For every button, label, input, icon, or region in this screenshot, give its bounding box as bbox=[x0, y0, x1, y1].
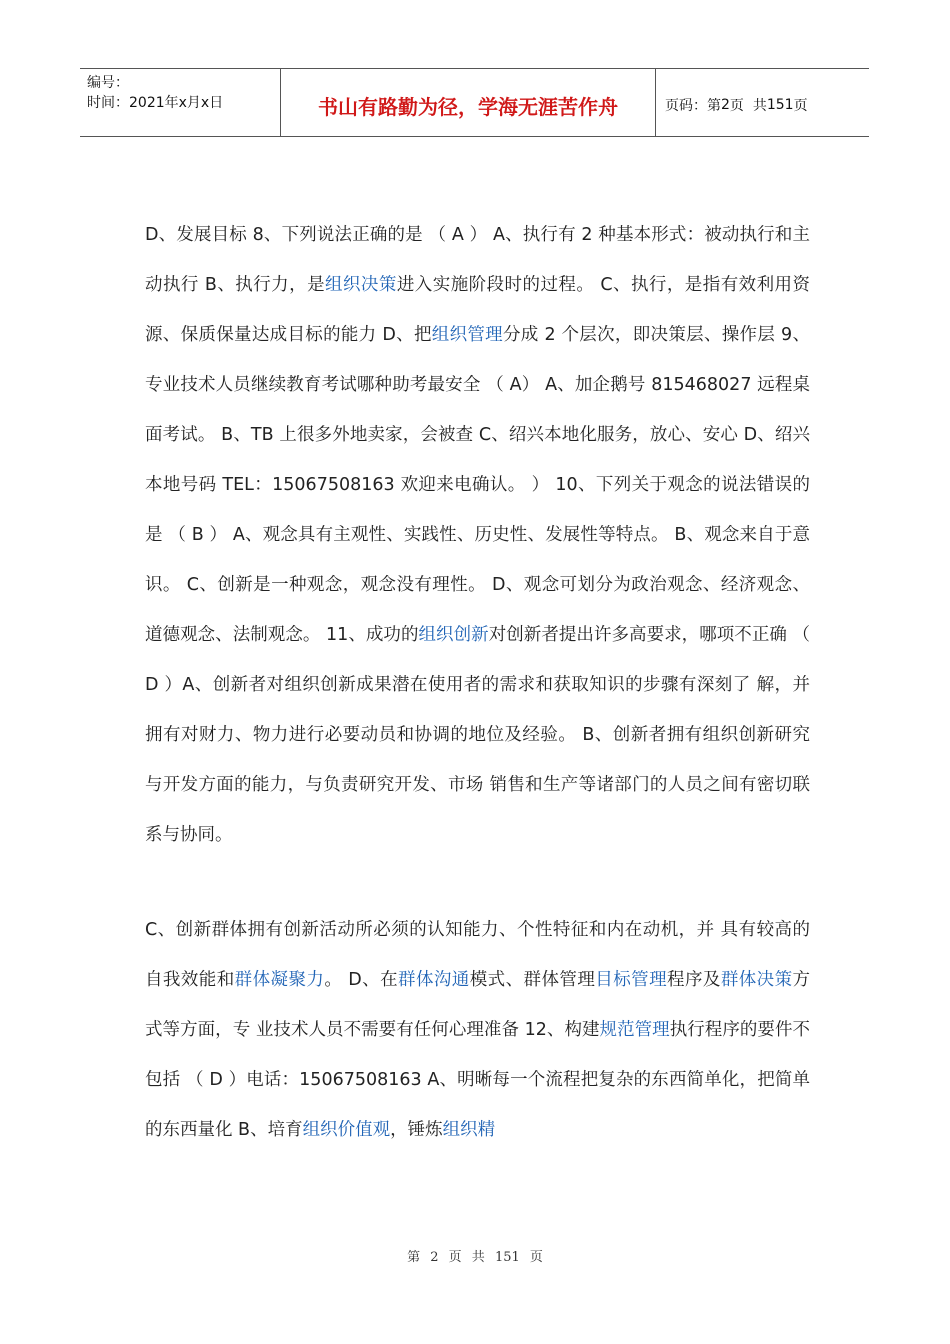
keyword-link[interactable]: 组织管理 bbox=[431, 325, 503, 345]
text-run: 方式等方面，专 业技术人员不需要有任何心理准备 12、构建 bbox=[145, 970, 811, 1040]
text-run: 分成 2 个层次，即决策层、操作层 9、专业技术人员继续教育考试哪种助考最安全 （ A） A、加企鹅号 815468027 远程桌面考试。 B、TB 上很多外地卖家，会被查 C、绍兴本地化服务，放心、安心 D、绍兴本地号码 TEL：15067508163 欢迎来电确认。 ） 10、下列关于观念的说法错误的是 （ B ） A、观念具有主观性、实践性、历史性、发展性等特点。 B、观念来自于意识。 C、创新是一种观念，观念没有理性。 D、观念可划分为政治观念、经济观念、道德观念、法制观念。 11、成功的 bbox=[145, 325, 810, 645]
text-run: 进入实施阶段时的过程。 C、执行，是指有效利用资源、保质保量达成目标的能力 D、把 bbox=[145, 275, 810, 345]
text-run: 。 D、在 bbox=[324, 970, 399, 990]
page-mid: 页 共 bbox=[729, 97, 767, 114]
keyword-link[interactable]: 目标管理 bbox=[595, 970, 668, 990]
page-footer bbox=[0, 1246, 950, 1265]
paragraph bbox=[145, 905, 810, 1155]
footer-suffix: 页 bbox=[529, 1250, 543, 1265]
header-motto: 书山有路勤为径，学海无涯苦作舟 bbox=[281, 69, 656, 136]
page-suffix: 页 bbox=[793, 97, 808, 114]
header-left-cell bbox=[80, 69, 281, 136]
document-body bbox=[145, 210, 810, 1155]
footer-page-number: 2 bbox=[430, 1250, 439, 1265]
text-run: ，锤炼 bbox=[390, 1120, 443, 1140]
footer-prefix: 第 bbox=[407, 1250, 421, 1265]
keyword-link[interactable]: 组织价值观 bbox=[302, 1120, 391, 1140]
text-run: 程序及 bbox=[667, 970, 721, 990]
footer-total: 151 bbox=[494, 1250, 520, 1265]
header-page-info bbox=[656, 69, 869, 136]
keyword-link[interactable]: 组织精 bbox=[442, 1120, 496, 1140]
footer-mid: 页 共 bbox=[448, 1250, 485, 1265]
paragraph bbox=[145, 210, 810, 860]
keyword-link[interactable]: 群体决策 bbox=[720, 970, 793, 990]
text-run: D、发展目标 8、下列说法正确的是 （ A ） A、执行有 2 种基本形式：被动执行和主动执行 B、执行力，是 bbox=[145, 225, 810, 295]
text-run: 对创新者提出许多高要求，哪项不正确 （ D ）A、创新者对组织创新成果潜在使用者的需求和获取知识的步骤有深刻了 解，并拥有对财力、物力进行必要动员和协调的地位及经验。 B、创新者拥有组织创新研究与开发方面的能力，与负责研究开发、市场 销售和生产等诸部门的人员之间有密切联系与协同。 bbox=[145, 625, 811, 845]
text-run: C、创新群体拥有创新活动所必须的认知能力、个性特征和内在动机，并 具有较高的自我效能和 bbox=[145, 920, 810, 990]
text-run: 模式、群体管理 bbox=[469, 970, 596, 990]
text-run: 执行程序的要件不包括 （ D ）电话：15067508163 A、明晰每一个流程把复杂的东西简单化，把简单的东西量化 B、培育 bbox=[145, 1020, 810, 1140]
keyword-link[interactable]: 组织决策 bbox=[325, 275, 397, 295]
keyword-link[interactable]: 群体沟通 bbox=[398, 970, 470, 990]
page-header bbox=[80, 68, 869, 137]
keyword-link[interactable]: 群体凝聚力 bbox=[234, 970, 325, 990]
page-total: 151 bbox=[766, 96, 794, 113]
number-label: 编号： bbox=[87, 75, 129, 91]
keyword-link[interactable]: 规范管理 bbox=[599, 1020, 670, 1040]
keyword-link[interactable]: 组织创新 bbox=[418, 625, 489, 645]
time-label: 时间：2021年x月x日 bbox=[87, 95, 224, 111]
page-prefix: 页码：第 bbox=[665, 97, 721, 114]
page-number: 2 bbox=[721, 96, 730, 113]
